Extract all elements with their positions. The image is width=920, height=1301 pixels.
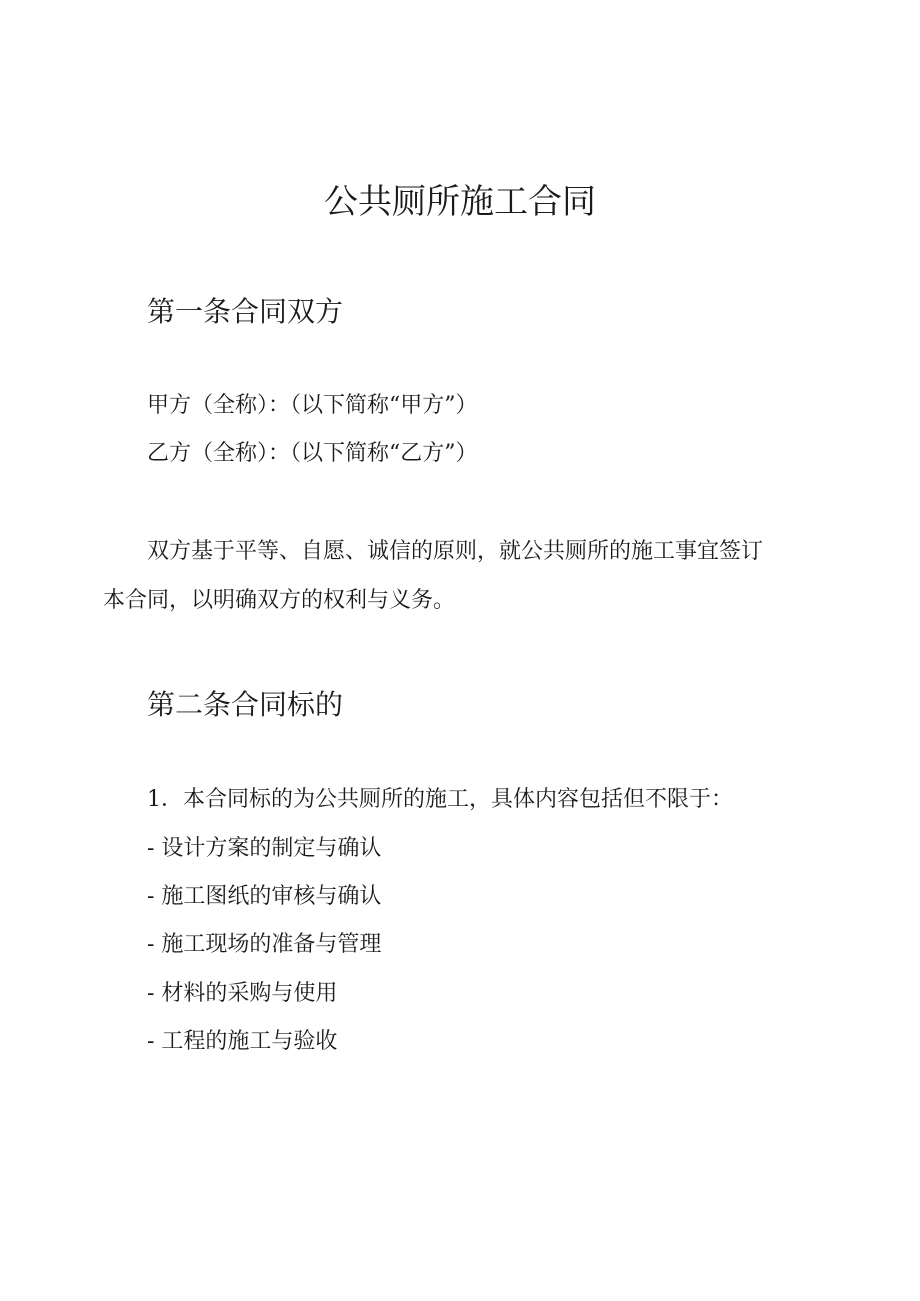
bullet-item: - 施工现场的准备与管理 (147, 932, 382, 957)
party-a-line: 甲方（全称）：（以下简称“甲方”） (147, 393, 478, 418)
party-b-line: 乙方（全称）：（以下简称“乙方”） (147, 441, 478, 466)
bullet-item: - 施工图纸的审核与确认 (147, 884, 382, 909)
section-1-heading: 第一条合同双方 (147, 295, 344, 328)
clause-item-1: 1．本合同标的为公共厕所的施工，具体内容包括但不限于： (147, 787, 733, 812)
section-2-heading: 第二条合同标的 (147, 688, 344, 721)
intro-paragraph-line-2: 本合同，以明确双方的权利与义务。 (103, 588, 456, 613)
bullet-item: - 工程的施工与验收 (147, 1029, 338, 1054)
bullet-item: - 设计方案的制定与确认 (147, 836, 382, 861)
intro-paragraph-line-1: 双方基于平等、自愿、诚信的原则，就公共厕所的施工事宜签订 (147, 539, 764, 564)
bullet-item: - 材料的采购与使用 (147, 981, 338, 1006)
document-title: 公共厕所施工合同 (324, 182, 596, 222)
